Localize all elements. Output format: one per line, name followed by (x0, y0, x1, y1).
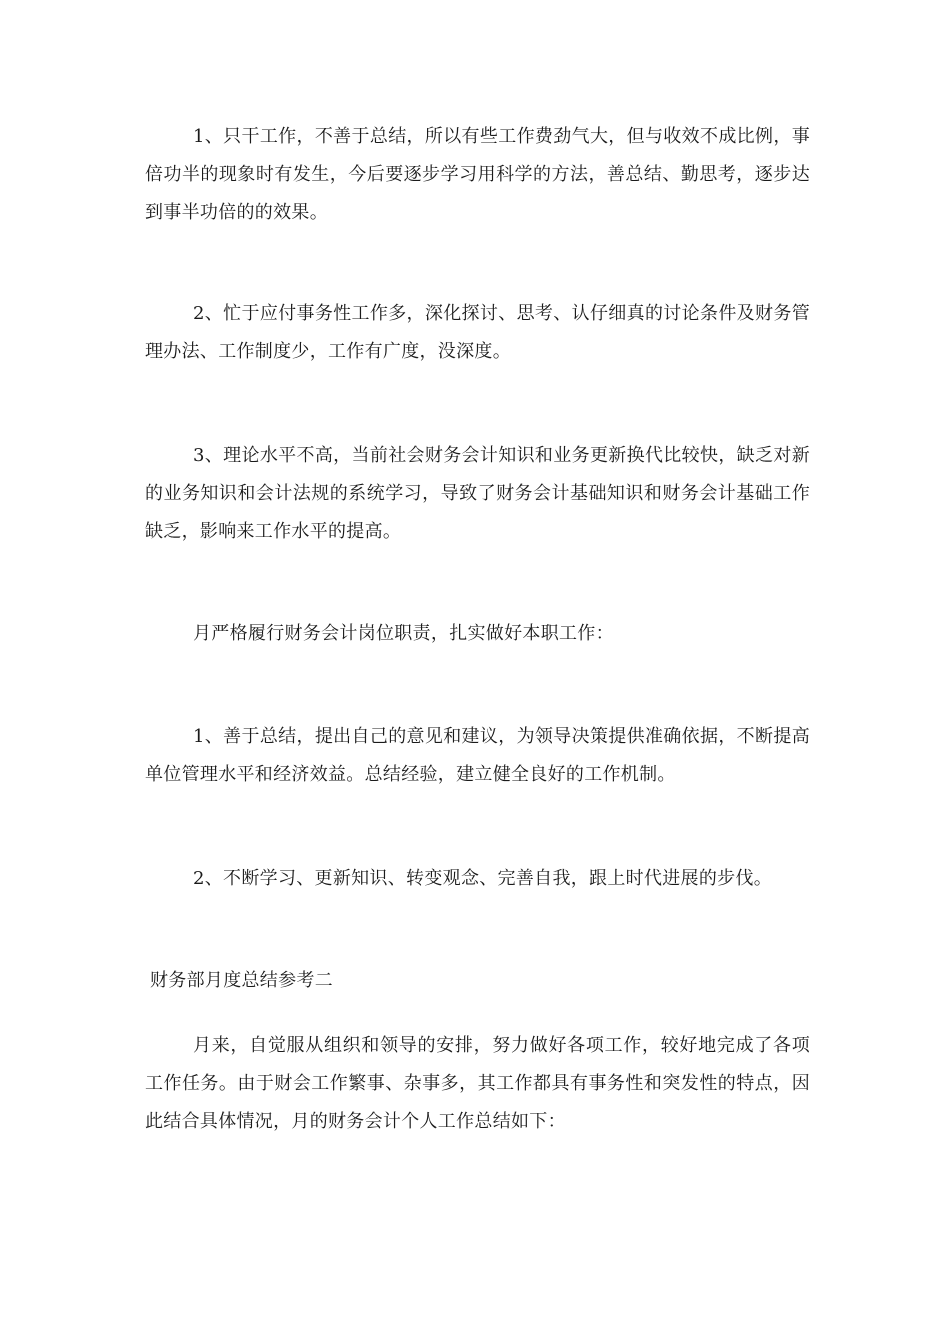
paragraph-shortcoming-3: 3、理论水平不高，当前社会财务会计知识和业务更新换代比较快，缺乏对新的业务知识和会计法规的系统学习，导致了财务会计基础知识和财务会计基础工作缺乏，影响来工作水平的提高。 (145, 445, 810, 542)
paragraph-duty-1: 1、善于总结，提出自己的意见和建议，为领导决策提供准确依据，不断提高单位管理水平和经济效益。总结经验，建立健全良好的工作机制。 (145, 726, 810, 785)
paragraph-shortcoming-2: 2、忙于应付事务性工作多，深化探讨、思考、认仔细真的讨论条件及财务管理办法、工作制度少，工作有广度，没深度。 (145, 303, 810, 362)
paragraph-shortcoming-1: 1、只干工作，不善于总结，所以有些工作费劲气大，但与收效不成比例，事倍功半的现象时有发生，今后要逐步学习用科学的方法，善总结、勤思考，逐步达到事半功倍的的效果。 (145, 126, 810, 223)
section-title: 财务部月度总结参考二 (150, 970, 333, 991)
section-paragraph-intro: 月来，自觉服从组织和领导的安排，努力做好各项工作，较好地完成了各项工作任务。由于财会工作繁事、杂事多，其工作都具有事务性和突发性的特点，因此结合具体情况，月的财务会计个人工作总结如下： (145, 1035, 810, 1132)
paragraph-duties-intro: 月严格履行财务会计岗位职责，扎实做好本职工作： (193, 623, 614, 644)
paragraph-duty-2: 2、不断学习、更新知识、转变观念、完善自我，跟上时代进展的步伐。 (193, 868, 773, 889)
